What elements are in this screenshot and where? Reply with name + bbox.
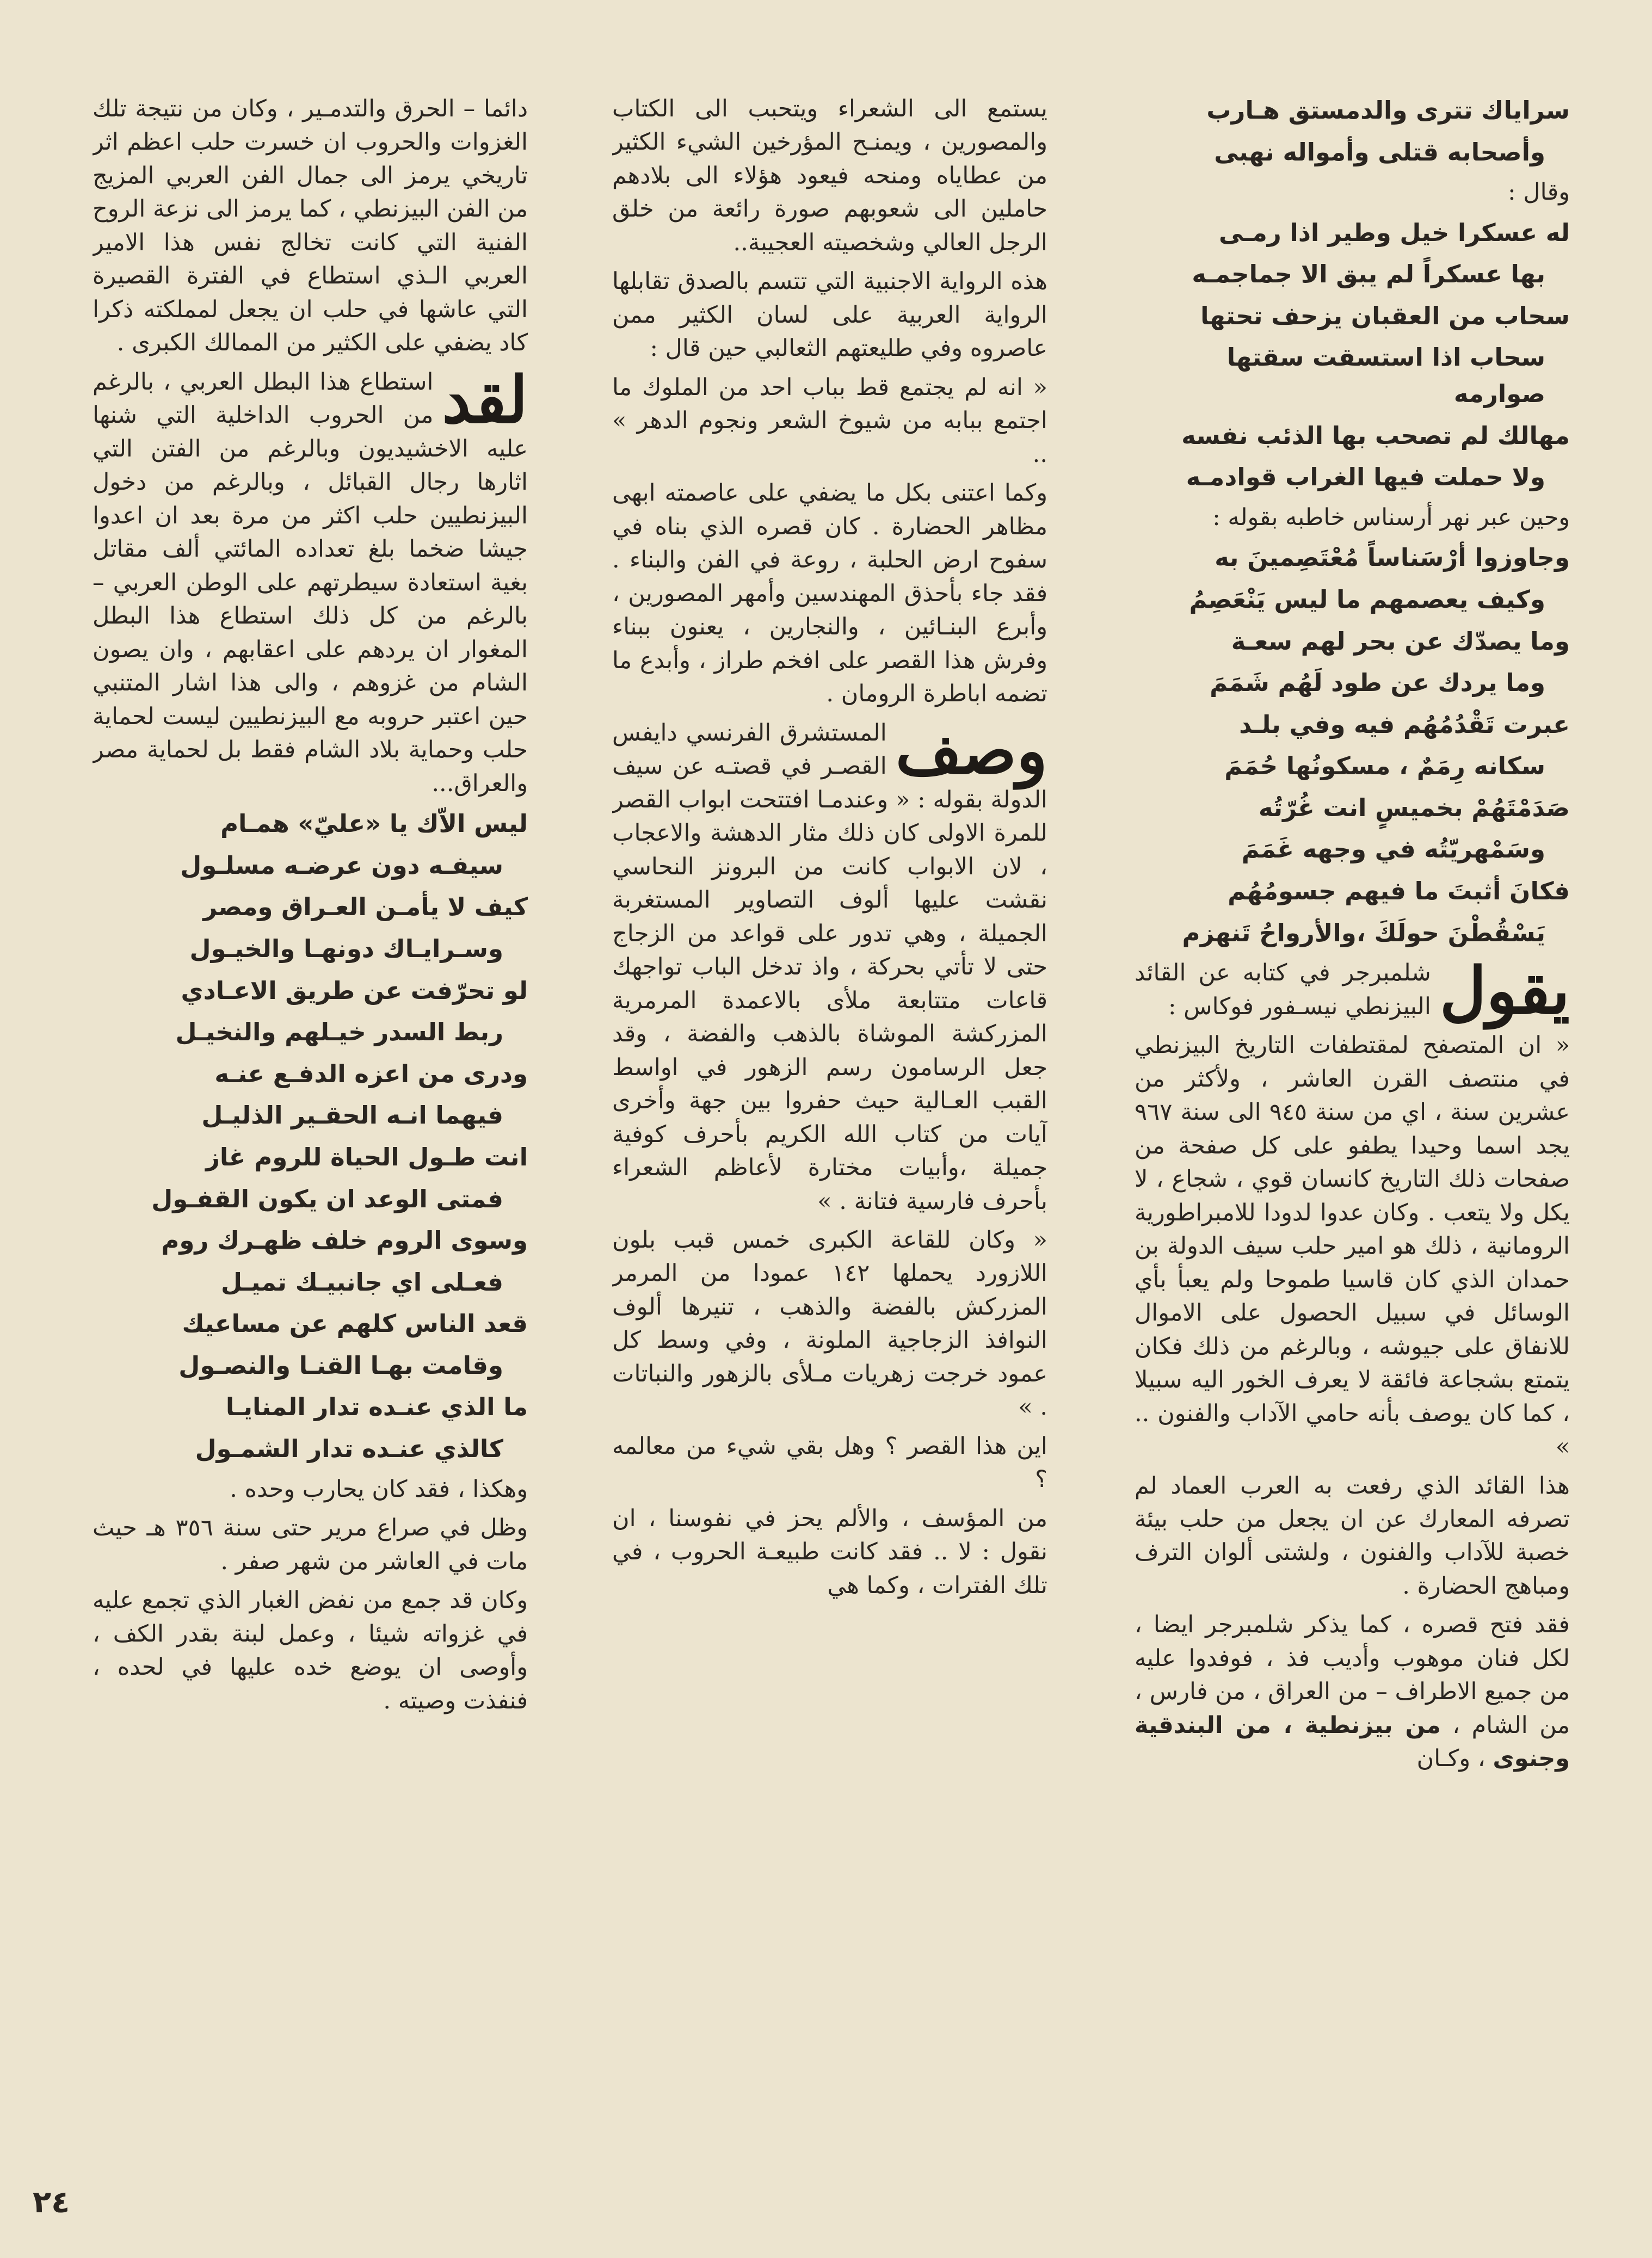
verse-line: انت طـول الحياة للروم غاز: [206, 1142, 528, 1171]
paragraph: اين هذا القصر ؟ وهل بقي شيء من معالمه ؟: [612, 1432, 1047, 1494]
paragraph: وكان قد جمع من نفض الغبار الذي تجمع عليه في غزواته شيئا ، وعمل لبنة بقدر الكف ، وأوصى ان يوضع خده عليها في لحده ، فنفذت وصيته .: [93, 1587, 528, 1714]
paragraph-bold-text: من بيزنطية ، من البندقية وجنوى: [1135, 1711, 1570, 1773]
verse-line: فيهما انـه الحقـير الذليـل: [201, 1101, 503, 1130]
paragraph-with-dropcap: [612, 712, 1047, 1218]
verse-line: وسـرايـاك دونهـا والخيـول: [189, 934, 503, 963]
paragraph: [1135, 1608, 1570, 1775]
column-right: [1135, 92, 1570, 2176]
verse-line: قعد الناس كلهم عن مساعيك: [182, 1309, 528, 1338]
verse-line: سراياك تترى والدمستق هـارب: [1206, 96, 1570, 125]
paragraph-text: استطاع هذا البطل العربي ، بالرغم من الحروب الداخلية التي شنها عليه الاخشيديون وبالرغم من الفتن التي اثارها رجال القبائل ، وبالرغم من دخول البيزنطيين حلب اكثر من مرة بعد ان اعدوا جيشا ضخما بلغ تعداده المائتي ألف مقاتل بغية استعادة سيطرتهم على الوطن العربي – بالرغم من كل ذلك استطاع هذا البطل المغوار ان يردهم على اعقابهم ، وان يصون الشام من غزوهم ، والى هذا اشار المتنبي حين اعتبر حروبه مع البيزنطيين ليست لحماية حلب وحماية بلاد الشام فقط بل لحماية مصر والعراق...: [93, 368, 528, 797]
verse-line: يَسْقُطْنَ حولَكَ ،والأرواحُ تَنهزم: [1182, 918, 1545, 947]
verse-line: ربط السدر خيـلهم والنخيـل: [175, 1017, 503, 1047]
verse-line: كالذي عنـده تدار الشمـول: [195, 1434, 503, 1464]
verse-line: بها عسكراً لم يبق الا جماجمـه: [1192, 260, 1545, 289]
verse-line: وأصحابه قتلى وأمواله نهبى: [1214, 137, 1545, 166]
paragraph: « وكان للقاعة الكبرى خمس قبب بلون اللازورد يحملها ١٤٢ عمودا من المرمر المزركش بالفضة والذهب ، تنيرها ألوف النوافذ الزجاجية الملونة ، وفي وسط كل عمود خرجت زهريات مـلأى بالزهور والنباتات . »: [612, 1226, 1047, 1421]
paragraph: « انه لم يجتمع قط بباب احد من الملوك ما اجتمع ببابه من شيوخ الشعر ونجوم الدهر » ..: [612, 373, 1047, 468]
page-number: ٢٤: [33, 2185, 70, 2220]
verse-line: وما يصدّك عن بحر لهم سعـة: [1231, 626, 1570, 656]
verse-line: ولا حملت فيها الغراب قوادمـه: [1186, 462, 1545, 492]
paragraph: وظل في صراع مرير حتى سنة ٣٥٦ هـ حيث مات في العاشر من شهر صفر .: [93, 1514, 528, 1575]
dropcap: يقول: [1439, 953, 1570, 1029]
verse-line: وسوى الروم خلف ظهـرك روم: [161, 1226, 528, 1255]
paragraph-text: فقد فتح قصره ، كما يذكر شلمبرجر ايضا ، لكل فنان موهوب وأديب فذ ، فوفدوا عليه من جميع الاطراف – من العراق ، من فارس ، من الشام ،: [1135, 1611, 1570, 1739]
verse-line: فكانَ أثبتَ ما فيهم جسومُهُم: [1228, 877, 1570, 906]
verse-line: سكانه رِمَمٌ ، مسكونُها حُمَمَ: [1224, 751, 1545, 781]
paragraph: « ان المتصفح لمقتطفات التاريخ البيزنطي في منتصف القرن العاشر ، ولأكثر من عشرين سنة ، اي من سنة ٩٤٥ الى سنة ٩٦٧ يجد اسما وحيدا يطفو على كل صفحة من صفحات ذلك التاريخ كانسان قوي ، شجاع ، لا يكل ولا يتعب . وكان عدوا لدودا للامبراطورية الرومانية ، ذلك هو امير حلب سيف الدولة بن حمدان الذي كان قاسيا طموحا ولم يعبأ بأي الوسائل في سبيل الحصول على الاموال للانفاق على جيوشه ، وبالرغم من ذلك فكان يتمتع بشجاعة فائقة لا يعرف الخور اليه سبيلا ، كما كان يوصف بأنه حامي الآداب والفنون .. »: [1135, 1032, 1570, 1461]
paragraph: هذا القائد الذي رفعت به العرب العماد لم تصرفه المعارك عن ان يجعل من حلب بيئة خصبة للآداب والفنون ، ولشتى ألوان الترف ومباهج الحضارة .: [1135, 1472, 1570, 1600]
dropcap: وصف: [895, 712, 1047, 788]
paragraph: دائما – الحرق والتدمـير ، وكان من نتيجة تلك الغزوات والحروب ان خسرت حلب اعظم اثر تاريخي يرمز الى جمال الفن العربي المزيج من الفن البيزنطي ، كما يرمز الى نزعة الروح الفنية التي كانت تخالج نفس هذا الامير العربي الـذي استطاع في الفترة القصيرة التي عاشها في حلب ان يجعل لمملكته ذكرا كاد يضفي على الكثير من الممالك الكبرى .: [93, 95, 528, 357]
verse-line: مهالك لم تصحب بها الذئب نفسه: [1181, 421, 1570, 450]
verse-line: وسَمْهريّتُه في وجهه غَمَمَ: [1241, 835, 1545, 864]
dropcap: لقد: [442, 361, 528, 437]
verse-line: وما يردك عن طود لَهُم شَمَمَ: [1210, 668, 1545, 698]
verse-line: سيفـه دون عرضـه مسلـول: [180, 850, 503, 880]
verse-line: سحاب اذا استسقت سقتها صوارمه: [1226, 343, 1545, 409]
verse-line: صَدَمْتَهُمْ بخميسٍ انت غُرّتُه: [1258, 793, 1570, 822]
verse-line: ودرى من اعزه الدفـع عنـه: [214, 1059, 528, 1088]
verse-line: وجاوزوا أرْسَناساً مُعْتَصِمينَ به: [1215, 543, 1570, 572]
verse-line: فعـلى اي جانبيـك تميـل: [220, 1267, 503, 1297]
verse-line: سحاب من العقبان يزحف تحتها: [1200, 301, 1570, 330]
paragraph: من المؤسف ، والألم يحز في نفوسنا ، ان نقول : لا .. فقد كانت طبيعـة الحروب ، في تلك الفترات ، وكما هي: [612, 1504, 1047, 1599]
paragraph-with-dropcap: [1135, 953, 1570, 1029]
verse-line: فمتى الوعد ان يكون القفـول: [151, 1184, 503, 1213]
verse-line: ما الذي عنـده تدار المنايـا: [225, 1392, 528, 1422]
paragraph: وكما اعتنى بكل ما يضفي على عاصمته ابهى مظاهر الحضارة . كان قصره الذي بناه في سفوح ارض الحلبة ، روعة في الفن والبناء . فقد جاء بأحذق المهندسين وأمهر المصورين ، وأبرع البنـائين ، والنجارين ، يعنون ببناء وفرش هذا القصر على افخم طراز ، وأبدع ما تضمه اباطرة الرومان .: [612, 479, 1047, 708]
paragraph: يستمع الى الشعراء ويتحبب الى الكتاب والمصورين ، ويمنـح المؤرخين الشيء الكثير من عطاياه ومنحه فيعود هؤلاء الى بلادهم حاملين الى شعوبهم صورة رائعة من خلق الرجل العالي وشخصيته العجيبة..: [612, 95, 1047, 256]
verse-line: لو تحرّفت عن طريق الاعـادي: [181, 976, 528, 1005]
paragraph-text: المستشرق الفرنسي دايفس القصـر في قصتـه عن سيف الدولة بقوله : « وعندمـا افتتحت ابواب القصر للمرة الاولى كان ذلك مثار الدهشة والاعجاب ، لان الابواب كانت من البرونز النحاسي نقشت عليها ألوف التصاوير المستغربة الجميلة ، وهي تدور على قواعد من الزجاج حتى لا تأتي بحركة ، واذ تدخل الباب تواجهك قاعات متتابعة ملأى بالاعمدة المرمرية المزركشة الموشاة بالذهب والفضة ، وقد جعل الرسامون رسم الزهور في اواسط القبب العـالية حيث حفروا بين جهة وأخرى آيات من كتاب الله الكريم بأحرف كوفية جميلة ،وأبيات مختارة لأعاظم الشعراء بأحرف فارسية فتانة . »: [612, 719, 1047, 1215]
verse-line: عبرت تَقْدُمُهُم فيه وفي بلـد: [1239, 710, 1570, 739]
paragraph-text: شلمبرجر في كتابه عن القائد البيزنطي نيسـفور فوكاس :: [1135, 959, 1431, 1020]
verse-line: وكيف يعصمهم ما ليس يَنْعَصِمُ: [1189, 584, 1545, 614]
paragraph: هذه الرواية الاجنبية التي تتسم بالصدق تقابلها الرواية العربية على لسان الكثير ممن عاصروه وفي طليعتهم الثعالبي حين قال :: [612, 268, 1047, 362]
paragraph: وهكذا ، فقد كان يحارب وحده .: [230, 1475, 528, 1503]
verse-line: وقامت بهـا القنـا والنصـول: [178, 1350, 503, 1380]
verse-line: كيف لا يأمـن العـراق ومصر: [203, 892, 528, 922]
column-left: [93, 92, 528, 2176]
column-middle: [612, 92, 1047, 2176]
verse-line: ليس الاّك يا «عليّ» همـام: [220, 809, 528, 838]
paragraph-text: ، وكـان: [1416, 1745, 1493, 1773]
paragraph: وحين عبر نهر أرسناس خاطبه بقوله :: [1212, 503, 1570, 531]
paragraph-with-dropcap: [93, 361, 528, 800]
verse-line: له عسكرا خيل وطير اذا رمـى: [1219, 218, 1570, 247]
paragraph: وقال :: [1508, 178, 1570, 206]
